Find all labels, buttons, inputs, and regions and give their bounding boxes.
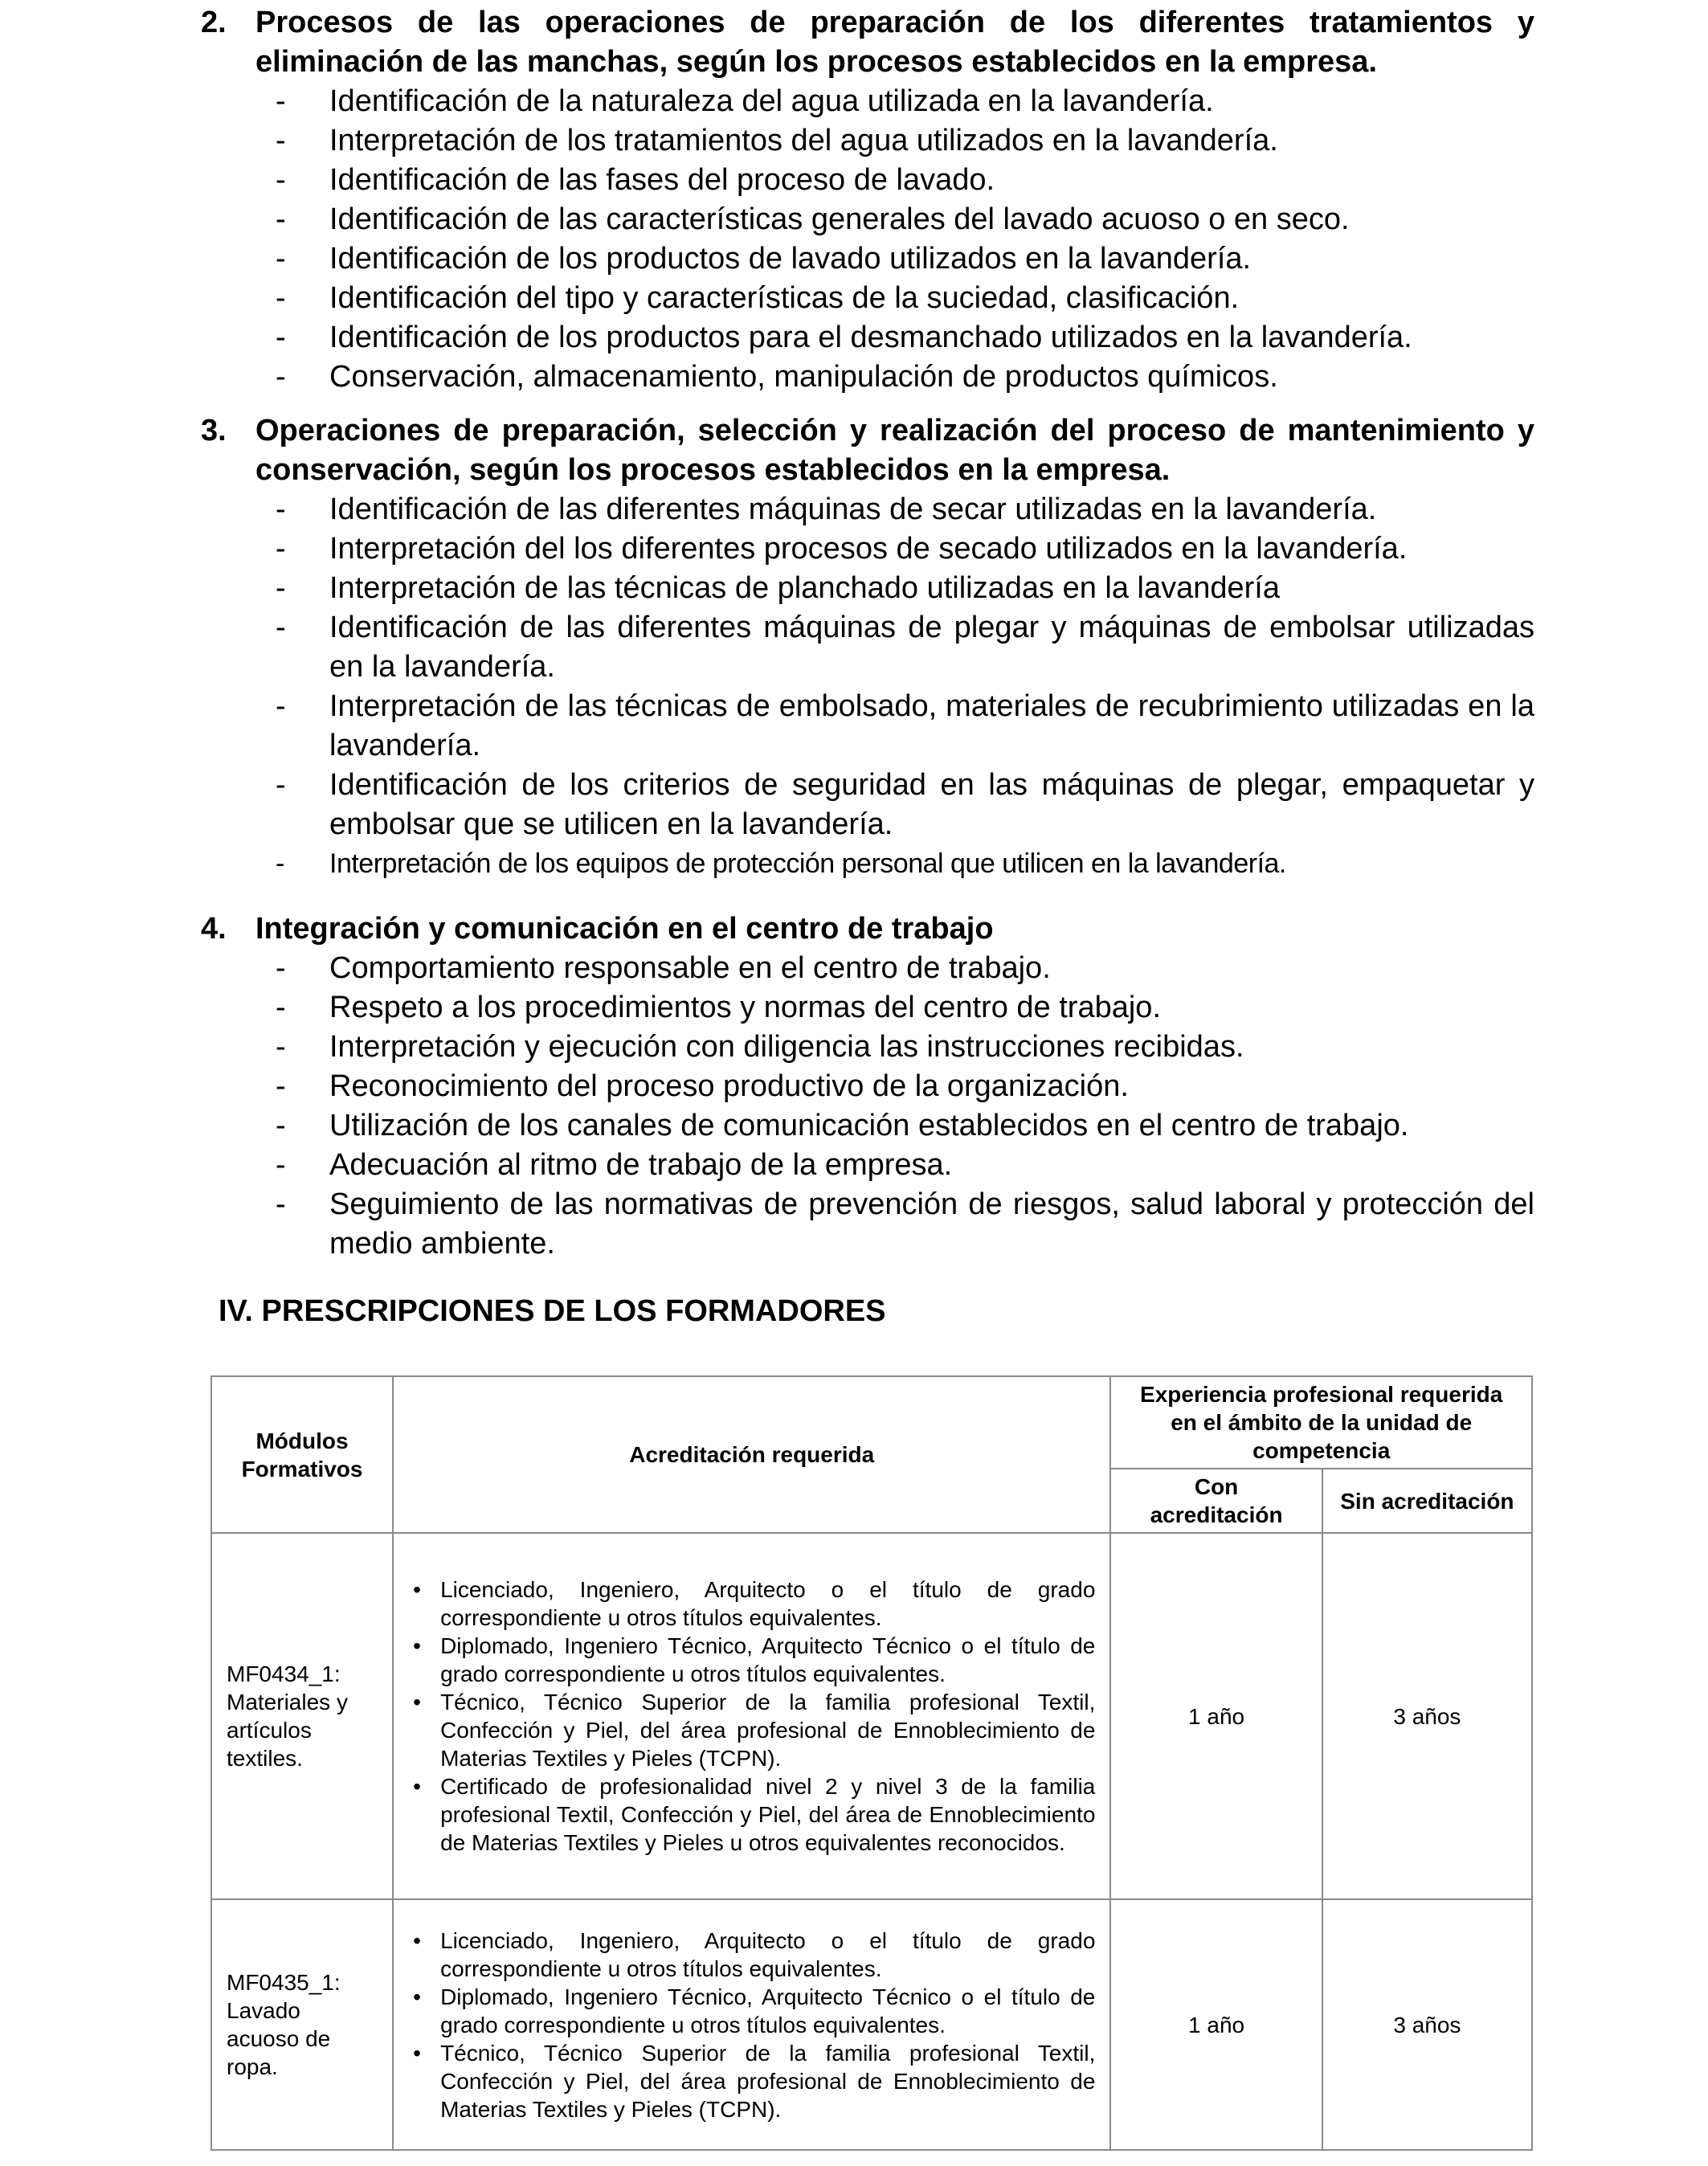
dash-marker: - (276, 84, 286, 118)
without-accreditation-cell: 3 años (1322, 1533, 1532, 1899)
section-4 (201, 909, 1534, 1264)
dash-marker: - (276, 611, 286, 644)
list-item: - Identificación de los productos para el desmanchado utilizados en la lavandería. (201, 318, 1534, 358)
accreditation-cell (393, 1899, 1110, 2150)
section-heading (201, 909, 1534, 949)
list-item: - Interpretación del los diferentes procesos de secado utilizados en la lavandería. (201, 529, 1534, 569)
dash-marker: - (276, 532, 286, 566)
table-row (211, 1533, 1532, 1899)
list-item: • Técnico, Técnico Superior de la familia profesional Textil, Confección y Piel, del área profesional de Ennoblecimiento de Materias Textiles y Pieles (TCPN). (408, 1688, 1095, 1772)
dash-marker: - (276, 124, 286, 157)
list-item: - Respeto a los procedimientos y normas del centro de trabajo. (201, 988, 1534, 1028)
section-iv-title: IV. PRESCRIPCIONES DE LOS FORMADORES (219, 1294, 886, 1328)
list-item: - Adecuación al ritmo de trabajo de la empresa. (201, 1146, 1534, 1185)
header-with-accreditation: Con acreditación (1110, 1469, 1322, 1533)
list-item: • Certificado de profesionalidad nivel 2 y nivel 3 de la familia profesional Textil, Confección y Piel, del área de Ennoblecimiento de Materias Textiles y Pieles u otros equivalentes reconocidos. (408, 1772, 1095, 1857)
dash-marker: - (276, 1030, 286, 1064)
trainers-table (210, 1375, 1533, 2151)
section-title: Procesos de las operaciones de preparación de los diferentes tratamientos y eliminación de las manchas, según los procesos establecidos en la empresa. (255, 6, 1534, 79)
dash-marker: - (276, 360, 286, 394)
list-item: - Identificación de las fases del proceso de lavado. (201, 161, 1534, 200)
dash-marker: - (276, 321, 286, 354)
dash-marker: - (276, 768, 286, 802)
list-item: - Utilización de los canales de comunicación establecidos en el centro de trabajo. (201, 1106, 1534, 1146)
dash-marker: - (276, 1187, 286, 1221)
dash-marker: - (276, 1069, 286, 1103)
module-cell: MF0434_1: Materiales y artículos textiles. (211, 1533, 393, 1899)
section-title: Operaciones de preparación, selección y realización del proceso de mantenimiento y conservación, según los procesos establecidos en la empresa. (255, 414, 1534, 487)
module-cell: MF0435_1: Lavado acuoso de ropa. (211, 1899, 393, 2150)
section-heading (201, 3, 1534, 82)
section-number: 4. (201, 912, 227, 946)
dash-marker: - (276, 848, 284, 879)
list-item: - Identificación de las diferentes máquinas de plegar y máquinas de embolsar utilizadas en la lavandería. (201, 608, 1534, 687)
list-item: - Interpretación y ejecución con diligencia las instrucciones recibidas. (201, 1028, 1534, 1067)
dash-marker: - (276, 571, 286, 605)
header-modules: Módulos Formativos (211, 1376, 393, 1533)
section-title: Integración y comunicación en el centro de trabajo (255, 912, 994, 946)
dash-marker: - (276, 163, 286, 197)
section-number: 2. (201, 6, 227, 39)
list-item: - Identificación de la naturaleza del agua utilizada en la lavandería. (201, 82, 1534, 121)
list-item: • Técnico, Técnico Superior de la familia profesional Textil, Confección y Piel, del área profesional de Ennoblecimiento de Materias Textiles y Pieles (TCPN). (408, 2039, 1095, 2123)
dash-marker: - (276, 991, 286, 1024)
list-item: - Comportamiento responsable en el centro de trabajo. (201, 949, 1534, 988)
with-accreditation-cell: 1 año (1110, 1899, 1322, 2150)
header-experience: Experiencia profesional requerida en el ámbito de la unidad de competencia (1110, 1376, 1532, 1469)
without-accreditation-cell: 3 años (1322, 1899, 1532, 2150)
accreditation-list (408, 1927, 1095, 2123)
section-3 (201, 411, 1534, 884)
table-row (211, 1899, 1532, 2150)
list-item: - Identificación de los productos de lavado utilizados en la lavandería. (201, 239, 1534, 279)
dash-marker: - (276, 492, 286, 526)
list-item: - Interpretación de las técnicas de embolsado, materiales de recubrimiento utilizadas en la lavandería. (201, 687, 1534, 766)
list-item: - Identificación de los criterios de seguridad en las máquinas de plegar, empaquetar y embolsar que se utilicen en la lavandería. (201, 766, 1534, 844)
list-item: - Identificación de las diferentes máquinas de secar utilizadas en la lavandería. (201, 490, 1534, 529)
dash-marker: - (276, 689, 286, 723)
header-accreditation: Acreditación requerida (393, 1376, 1110, 1533)
dash-marker: - (276, 202, 286, 236)
accreditation-cell (393, 1533, 1110, 1899)
dash-marker: - (276, 281, 286, 315)
dash-marker: - (276, 1148, 286, 1182)
list-item: - Interpretación de los tratamientos del agua utilizados en la lavandería. (201, 121, 1534, 161)
list-item: • Licenciado, Ingeniero, Arquitecto o el título de grado correspondiente u otros títulos equivalentes. (408, 1575, 1095, 1632)
list-item: - Identificación de las características generales del lavado acuoso o en seco. (201, 200, 1534, 239)
list-item: • Diplomado, Ingeniero Técnico, Arquitecto Técnico o el título de grado correspondiente u otros títulos equivalentes. (408, 1983, 1095, 2039)
list-item: • Diplomado, Ingeniero Técnico, Arquitecto Técnico o el título de grado correspondiente u otros títulos equivalentes. (408, 1632, 1095, 1688)
section-2 (201, 3, 1534, 397)
list-item: - Conservación, almacenamiento, manipulación de productos químicos. (201, 358, 1534, 397)
list-item: • Licenciado, Ingeniero, Arquitecto o el título de grado correspondiente u otros títulos equivalentes. (408, 1927, 1095, 1983)
dash-marker: - (276, 951, 286, 985)
list-item: - Seguimiento de las normativas de prevención de riesgos, salud laboral y protección del medio ambiente. (201, 1185, 1534, 1264)
list-item: - Interpretación de los equipos de protección personal que utilicen en la lavandería. (201, 844, 1534, 884)
accreditation-list (408, 1575, 1095, 1857)
header-without-accreditation: Sin acreditación (1322, 1469, 1532, 1533)
list-item: - Reconocimiento del proceso productivo de la organización. (201, 1067, 1534, 1106)
list-item: - Interpretación de las técnicas de planchado utilizadas en la lavandería (201, 569, 1534, 608)
with-accreditation-cell: 1 año (1110, 1533, 1322, 1899)
section-number: 3. (201, 414, 227, 448)
dash-marker: - (276, 242, 286, 276)
dash-marker: - (276, 1109, 286, 1142)
list-item: - Identificación del tipo y características de la suciedad, clasificación. (201, 279, 1534, 318)
table-header-row (211, 1376, 1532, 1469)
section-heading (201, 411, 1534, 490)
